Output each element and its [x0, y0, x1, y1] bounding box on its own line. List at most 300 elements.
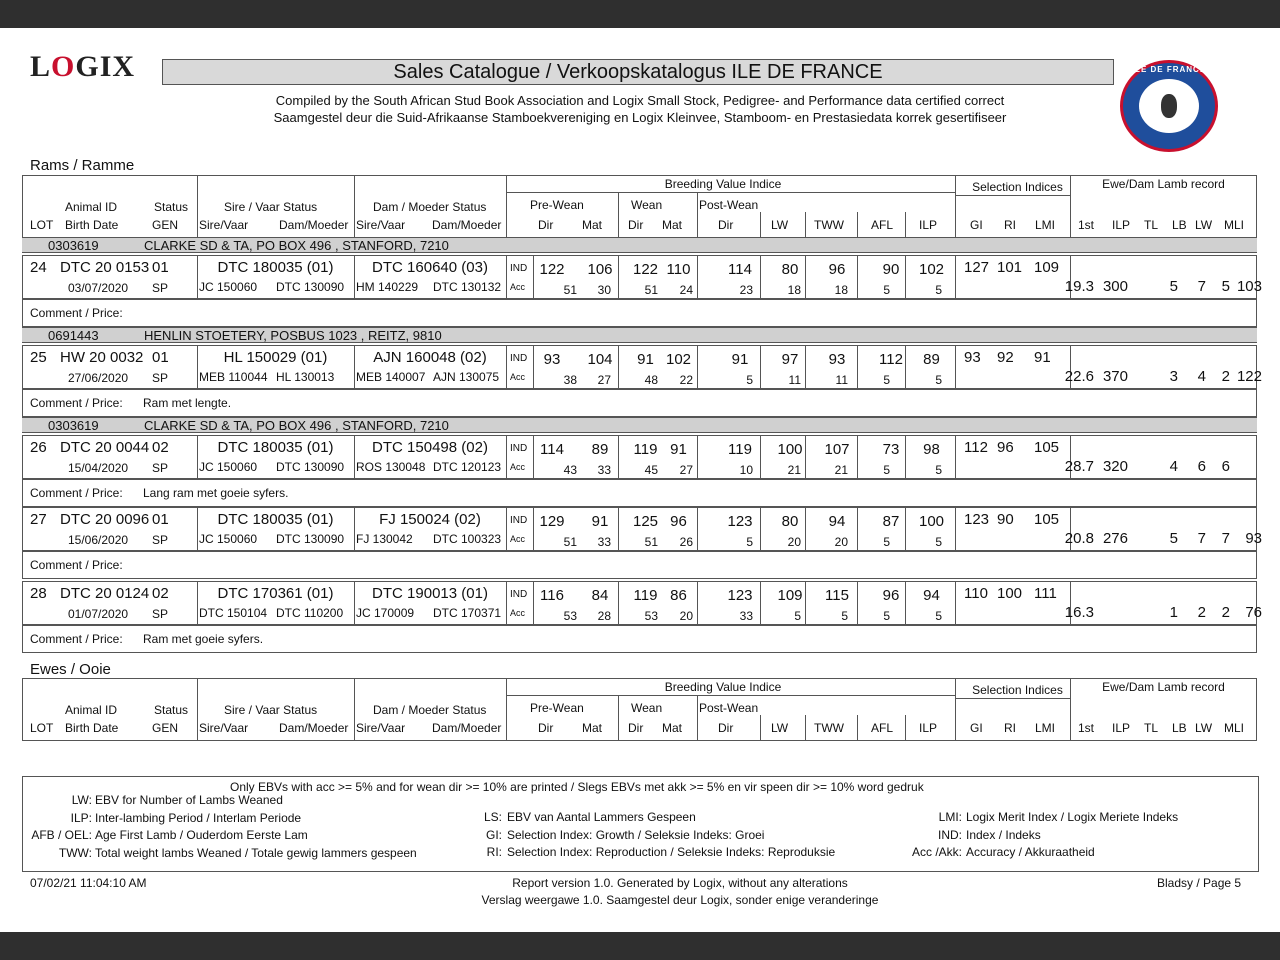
selection-index: 91	[1034, 349, 1051, 366]
ebv-index: 114	[728, 261, 752, 278]
ebv-accuracy: 22	[679, 373, 693, 387]
ebv-accuracy: 53	[644, 609, 658, 623]
sire-dam: DTC 130090	[276, 280, 345, 294]
ebv-accuracy: 33	[597, 535, 611, 549]
status: 01	[152, 349, 169, 366]
comment-text: Ram met goeie syfers.	[143, 632, 264, 646]
lamb-record: 19.3	[1064, 278, 1094, 295]
sire-sire: JC 150060	[199, 532, 258, 546]
legend-key: LW:	[71, 793, 92, 807]
col-pre-wean: Pre-Wean	[530, 701, 584, 715]
header-divider	[618, 695, 619, 741]
col-lot: LOT	[30, 721, 54, 735]
col-lw: LW	[1195, 218, 1213, 232]
birth-date: 15/06/2020	[68, 533, 129, 547]
col-lw: LW	[771, 218, 789, 232]
birth-date: 27/06/2020	[68, 371, 129, 385]
ebv-accuracy: 51	[644, 283, 658, 297]
ebv-accuracy: 5	[883, 609, 890, 623]
ebv-index: 119	[728, 441, 752, 458]
gen: SP	[152, 371, 169, 385]
col-tl: TL	[1144, 218, 1159, 232]
timestamp: 07/02/21 11:04:10 AM	[30, 876, 147, 890]
ebv-index: 80	[781, 261, 799, 278]
ebv-accuracy: 43	[563, 463, 577, 477]
ile-de-france-seal-icon: ILE DE FRANCE	[1120, 60, 1218, 152]
header-divider	[805, 715, 806, 741]
ebv-index: 91	[637, 351, 654, 368]
ebv-accuracy: 28	[597, 609, 611, 623]
legend-value: Logix Merit Index / Logix Meriete Indeks	[966, 810, 1179, 824]
legend-key: GI:	[485, 827, 502, 842]
legend-value: Accuracy / Akkuraatheid	[966, 845, 1095, 859]
col-dir: Dir	[538, 218, 554, 232]
dam-sire: JC 170009	[356, 606, 415, 620]
dam-dam: AJN 130075	[433, 370, 500, 384]
dam-dam: DTC 170371	[433, 606, 502, 620]
ebv-accuracy: 24	[679, 283, 693, 297]
sire-dam: DTC 110200	[276, 606, 344, 620]
col-pre-wean: Pre-Wean	[530, 198, 584, 212]
lamb-record: 4	[1197, 368, 1206, 385]
breeder-code: 0303619	[48, 238, 99, 253]
lamb-record: 2	[1197, 604, 1206, 621]
lamb-record: 5	[1221, 278, 1230, 295]
ebv-accuracy: 5	[935, 463, 942, 477]
ebv-index: 122	[539, 261, 565, 278]
selection-index: 109	[1034, 259, 1060, 276]
breeder-name: CLARKE SD & TA, PO BOX 496 , STANFORD, 7210	[144, 238, 449, 253]
ebv-accuracy: 5	[935, 535, 942, 549]
col-sire-vaar: Sire/Vaar	[199, 721, 249, 735]
ebv-accuracy: 5	[883, 535, 890, 549]
col-dam-status: Dam / Moeder Status	[373, 703, 487, 717]
status: 02	[152, 585, 169, 602]
legend-key: Acc /Akk:	[911, 845, 962, 859]
logix-logo: LOGIX	[30, 50, 136, 83]
col-dir: Dir	[628, 721, 644, 735]
dam-sire: ROS 130048	[356, 460, 426, 474]
legend-value: Age First Lamb / Ouderdom Eerste Lam	[95, 828, 308, 842]
ebv-index: 84	[591, 587, 609, 604]
lamb-record: 22.6	[1064, 368, 1094, 385]
ind-label: IND	[510, 263, 528, 274]
selection-index: 101	[997, 259, 1023, 276]
selection-index: 96	[997, 439, 1014, 456]
comment-label: Comment / Price:	[30, 632, 123, 646]
col-lot: LOT	[30, 218, 54, 232]
lamb-record: 300	[1102, 278, 1128, 295]
legend-key: IND:	[938, 827, 962, 842]
dam-dam: DTC 120123	[433, 460, 502, 474]
header-divider	[760, 212, 761, 238]
col-sire-status: Sire / Vaar Status	[224, 200, 318, 214]
col-tww: TWW	[814, 218, 844, 232]
sire-dam: DTC 130090	[276, 460, 345, 474]
ebv-accuracy: 18	[787, 283, 801, 297]
selection-index: 105	[1034, 511, 1060, 528]
lot-number: 24	[30, 259, 47, 276]
subtitle-af: Saamgestel deur die Suid-Afrikaanse Stamboekvereniging en Logix Kleinvee, Stamboom- en Prestasiedata korrek gesertifiseer	[273, 110, 1007, 125]
lamb-record: 6	[1197, 458, 1206, 475]
lamb-record: 6	[1221, 458, 1230, 475]
header-divider	[805, 212, 806, 238]
ebv-index: 91	[731, 351, 749, 368]
ebv-accuracy: 21	[787, 463, 801, 477]
header-divider	[955, 195, 1070, 196]
header-divider	[354, 175, 355, 238]
col-dam-moeder: Dam/Moeder	[432, 218, 502, 232]
legend-value: Selection Index: Growth / Seleksie Indeks: Groei	[507, 827, 765, 842]
col-post-wean: Post-Wean	[699, 701, 759, 715]
legend-value: Total weight lambs Weaned / Totale gewig lammers gespeen	[95, 845, 417, 860]
ebv-accuracy: 27	[597, 373, 611, 387]
lamb-record: 276	[1102, 530, 1128, 547]
ebv-index: 100	[918, 513, 945, 530]
lamb-record: 1	[1169, 604, 1178, 621]
ebv-index: 112	[879, 351, 903, 368]
ebv-index: 96	[882, 587, 900, 604]
sire-sire: JC 150060	[199, 280, 258, 294]
birth-date: 15/04/2020	[68, 461, 129, 475]
dam: DTC 190013 (01)	[372, 585, 488, 602]
col-first: 1st	[1078, 218, 1095, 232]
col-selection: Selection Indices	[972, 683, 1063, 697]
col-lw: LW	[771, 721, 789, 735]
comment-frame	[22, 299, 1257, 327]
animal-id: DTC 20 0044	[60, 439, 150, 456]
selection-index: 123	[964, 511, 990, 528]
col-ilp: ILP	[919, 721, 938, 735]
col-first: 1st	[1078, 721, 1095, 735]
sire-sire: DTC 150104	[199, 606, 268, 620]
col-ewe-record: Ewe/Dam Lamb record	[1102, 177, 1225, 191]
lamb-record: 7	[1221, 530, 1230, 547]
header-divider	[618, 192, 619, 238]
col-wean: Wean	[631, 198, 663, 212]
col-tl: TL	[1144, 721, 1159, 735]
col-afl: AFL	[871, 218, 894, 232]
ebv-index: 119	[633, 587, 658, 604]
ebv-index: 116	[540, 587, 564, 604]
col-wean: Wean	[631, 701, 663, 715]
ebv-index: 123	[727, 513, 753, 530]
col-ewe-record: Ewe/Dam Lamb record	[1102, 680, 1225, 694]
ebv-accuracy: 5	[935, 373, 942, 387]
birth-date: 01/07/2020	[68, 607, 129, 621]
selection-index: 90	[997, 511, 1014, 528]
animal-id: DTC 20 0096	[60, 511, 150, 528]
col-breeding: Breeding Value Indice	[664, 680, 782, 694]
lamb-record: 3	[1169, 368, 1178, 385]
lamb-record: 16.3	[1064, 604, 1094, 621]
ebv-index: 109	[777, 587, 803, 604]
ebv-accuracy: 45	[644, 463, 658, 477]
col-status: Status	[154, 703, 189, 717]
col-tww: TWW	[814, 721, 844, 735]
comment-label: Comment / Price:	[30, 558, 123, 572]
header-divider	[506, 192, 955, 193]
selection-index: 93	[964, 349, 981, 366]
legend-key: LS:	[483, 810, 502, 824]
ebv-index: 91	[591, 513, 609, 530]
page-number: Bladsy / Page 5	[1157, 876, 1242, 890]
acc-label: Acc	[510, 282, 526, 292]
ebv-index: 102	[918, 261, 945, 278]
ebv-index: 80	[781, 513, 799, 530]
lamb-record: 5	[1169, 530, 1178, 547]
ebv-index: 73	[882, 441, 900, 458]
report-version-en: Report version 1.0. Generated by Logix, without any alterations	[512, 876, 848, 890]
col-dir: Dir	[718, 721, 734, 735]
col-sire-vaar: Sire/Vaar	[356, 218, 406, 232]
col-lw: LW	[1195, 721, 1213, 735]
row-divider	[506, 345, 507, 389]
gen: SP	[152, 281, 169, 295]
ebv-index: 119	[633, 441, 658, 458]
col-dir: Dir	[718, 218, 734, 232]
lamb-record: 28.7	[1064, 458, 1094, 475]
col-breeding: Breeding Value Indice	[664, 177, 782, 191]
sire-sire: JC 150060	[199, 460, 258, 474]
ebv-index: 93	[828, 351, 846, 368]
col-gen: GEN	[152, 218, 179, 232]
ebv-index: 129	[539, 513, 565, 530]
gen: SP	[152, 533, 169, 547]
status: 01	[152, 259, 169, 276]
ebv-index: 106	[587, 261, 613, 278]
col-dir: Dir	[538, 721, 554, 735]
ebv-accuracy: 18	[834, 283, 848, 297]
section-rams: Rams / Ramme	[30, 157, 135, 174]
col-lmi: LMI	[1035, 721, 1056, 735]
ebv-accuracy: 20	[679, 609, 693, 623]
bottom-bar	[0, 932, 1280, 960]
col-sire-vaar: Sire/Vaar	[199, 218, 249, 232]
ebv-accuracy: 20	[834, 535, 848, 549]
lamb-record: 5	[1169, 278, 1178, 295]
acc-label: Acc	[510, 534, 526, 544]
dam-sire: MEB 140007	[356, 370, 426, 384]
ebv-accuracy: 51	[644, 535, 658, 549]
col-dam-status: Dam / Moeder Status	[373, 200, 487, 214]
ebv-index: 104	[587, 351, 613, 368]
col-gi: GI	[970, 721, 983, 735]
status: 01	[152, 511, 169, 528]
row-divider	[506, 255, 507, 299]
breeder-name: HENLIN STOETERY, POSBUS 1023 , REITZ, 9810	[144, 328, 442, 343]
sire-dam: HL 130013	[276, 370, 335, 384]
ebv-index: 87	[882, 513, 900, 530]
legend-value: Index / Indeks	[966, 827, 1041, 842]
ebv-index: 114	[540, 441, 564, 458]
comment-label: Comment / Price:	[30, 486, 123, 500]
col-dam-moeder: Dam/Moeder	[432, 721, 502, 735]
ebv-index: 100	[777, 441, 803, 458]
ebv-accuracy: 30	[597, 283, 611, 297]
legend-key: ILP:	[70, 810, 92, 825]
ebv-accuracy: 27	[679, 463, 693, 477]
col-lb: LB	[1172, 721, 1187, 735]
col-ilp: ILP	[1112, 721, 1131, 735]
animal-id: HW 20 0032	[60, 349, 144, 366]
col-ilp: ILP	[919, 218, 938, 232]
col-gi: GI	[970, 218, 983, 232]
ebv-accuracy: 5	[794, 609, 801, 623]
lamb-record: 320	[1102, 458, 1128, 475]
lamb-record: 4	[1169, 458, 1178, 475]
header-divider	[905, 715, 906, 741]
col-mat: Mat	[582, 218, 603, 232]
selection-index: 92	[997, 349, 1014, 366]
acc-label: Acc	[510, 372, 526, 382]
dam: DTC 160640 (03)	[372, 259, 488, 276]
col-mat: Mat	[662, 218, 683, 232]
selection-index: 112	[964, 439, 988, 456]
selection-index: 111	[1034, 585, 1057, 602]
sire: DTC 180035 (01)	[217, 259, 334, 276]
comment-frame	[22, 551, 1257, 579]
ebv-accuracy: 5	[746, 373, 753, 387]
legend-key: LMI:	[938, 810, 962, 824]
lot-number: 25	[30, 349, 47, 366]
sire-sire: MEB 110044	[199, 370, 268, 384]
lot-number: 27	[30, 511, 47, 528]
lamb-record: 103	[1236, 278, 1262, 295]
row-divider	[506, 507, 507, 551]
ind-label: IND	[510, 589, 528, 600]
ind-label: IND	[510, 353, 528, 364]
ebv-accuracy: 10	[739, 463, 753, 477]
lamb-record: 7	[1197, 530, 1206, 547]
sire: DTC 180035 (01)	[217, 511, 334, 528]
ebv-index: 94	[923, 587, 940, 604]
header-divider	[354, 678, 355, 741]
birth-date: 03/07/2020	[68, 281, 129, 295]
col-dam-moeder: Dam/Moeder	[279, 721, 349, 735]
ebv-index: 90	[882, 261, 900, 278]
col-afl: AFL	[871, 721, 894, 735]
ebv-accuracy: 51	[563, 283, 577, 297]
col-sire-vaar: Sire/Vaar	[356, 721, 406, 735]
col-ri: RI	[1004, 721, 1016, 735]
header-divider	[697, 695, 698, 741]
ebv-index: 89	[591, 441, 609, 458]
col-mli: MLI	[1224, 721, 1245, 735]
col-mat: Mat	[662, 721, 683, 735]
legend-value: Inter-lambing Period / Interlam Periode	[95, 810, 302, 825]
col-sire-status: Sire / Vaar Status	[224, 703, 318, 717]
ebv-index: 89	[923, 351, 940, 368]
ind-label: IND	[510, 443, 528, 454]
ebv-accuracy: 5	[935, 283, 942, 297]
lamb-record: 76	[1245, 604, 1262, 621]
ebv-index: 93	[543, 351, 561, 368]
ebv-accuracy: 23	[739, 283, 753, 297]
ebv-accuracy: 51	[563, 535, 577, 549]
col-dam-moeder: Dam/Moeder	[279, 218, 349, 232]
lot-number: 28	[30, 585, 47, 602]
col-gen: GEN	[152, 721, 179, 735]
report-version-af: Verslag weergawe 1.0. Saamgestel deur Logix, sonder enige veranderinge	[481, 893, 879, 907]
ebv-accuracy: 5	[935, 609, 942, 623]
comment-label: Comment / Price:	[30, 306, 123, 320]
header-divider	[760, 715, 761, 741]
col-lmi: LMI	[1035, 218, 1056, 232]
comment-text: Ram met lengte.	[143, 396, 232, 410]
ebv-index: 91	[670, 441, 687, 458]
ebv-index: 97	[781, 351, 799, 368]
ebv-index: 122	[632, 261, 659, 278]
header-divider	[197, 678, 198, 741]
header-divider	[697, 192, 698, 238]
header-divider	[857, 715, 858, 741]
dam: FJ 150024 (02)	[379, 511, 481, 528]
ebv-accuracy: 26	[679, 535, 693, 549]
animal-id: DTC 20 0153	[60, 259, 150, 276]
ebv-index: 94	[828, 513, 846, 530]
ebv-accuracy: 20	[787, 535, 801, 549]
sire-dam: DTC 130090	[276, 532, 345, 546]
gen: SP	[152, 461, 169, 475]
ebv-accuracy: 38	[563, 373, 577, 387]
dam: DTC 150498 (02)	[372, 439, 488, 456]
col-animal-id: Animal ID	[65, 200, 118, 214]
animal-id: DTC 20 0124	[60, 585, 150, 602]
col-mli: MLI	[1224, 218, 1245, 232]
header-divider	[506, 695, 955, 696]
col-mat: Mat	[582, 721, 603, 735]
ebv-index: 86	[670, 587, 687, 604]
legend-value: EBV for Number of Lambs Weaned	[95, 793, 283, 807]
ebv-accuracy: 5	[883, 463, 890, 477]
ebv-accuracy: 5	[883, 373, 890, 387]
ebv-index: 125	[632, 513, 659, 530]
ebv-accuracy: 48	[644, 373, 658, 387]
acc-label: Acc	[510, 462, 526, 472]
col-lb: LB	[1172, 218, 1187, 232]
ebv-accuracy: 5	[883, 283, 890, 297]
ebv-accuracy: 21	[834, 463, 848, 477]
col-birth-date: Birth Date	[65, 218, 119, 232]
selection-index: 100	[997, 585, 1023, 602]
lamb-record: 370	[1102, 368, 1128, 385]
selection-index: 110	[964, 585, 988, 602]
ebv-accuracy: 5	[841, 609, 848, 623]
breeder-code: 0303619	[48, 418, 99, 433]
comment-label: Comment / Price:	[30, 396, 123, 410]
dam-dam: DTC 100323	[433, 532, 502, 546]
sire: HL 150029 (01)	[223, 349, 328, 366]
dam-sire: FJ 130042	[356, 532, 413, 546]
header-divider	[905, 212, 906, 238]
legend-key: RI:	[486, 845, 502, 859]
legend-value: EBV van Aantal Lammers Gespeen	[507, 810, 696, 824]
ebv-index: 98	[923, 441, 940, 458]
lamb-record: 7	[1197, 278, 1206, 295]
breeder-name: CLARKE SD & TA, PO BOX 496 , STANFORD, 7210	[144, 418, 449, 433]
ebv-index: 107	[824, 441, 850, 458]
legend-heading: Only EBVs with acc >= 5% and for wean dir >= 10% are printed / Slegs EBVs met akk >= 5% en vir speen dir >= 10% word gedruk	[230, 780, 924, 794]
legend-key: TWW:	[58, 845, 92, 860]
ebv-accuracy: 11	[835, 373, 848, 387]
lamb-record: 122	[1236, 368, 1262, 385]
top-bar	[0, 0, 1280, 28]
ebv-accuracy: 53	[563, 609, 577, 623]
dam-sire: HM 140229	[356, 280, 419, 294]
row-divider	[506, 435, 507, 479]
lamb-record: 2	[1221, 368, 1230, 385]
